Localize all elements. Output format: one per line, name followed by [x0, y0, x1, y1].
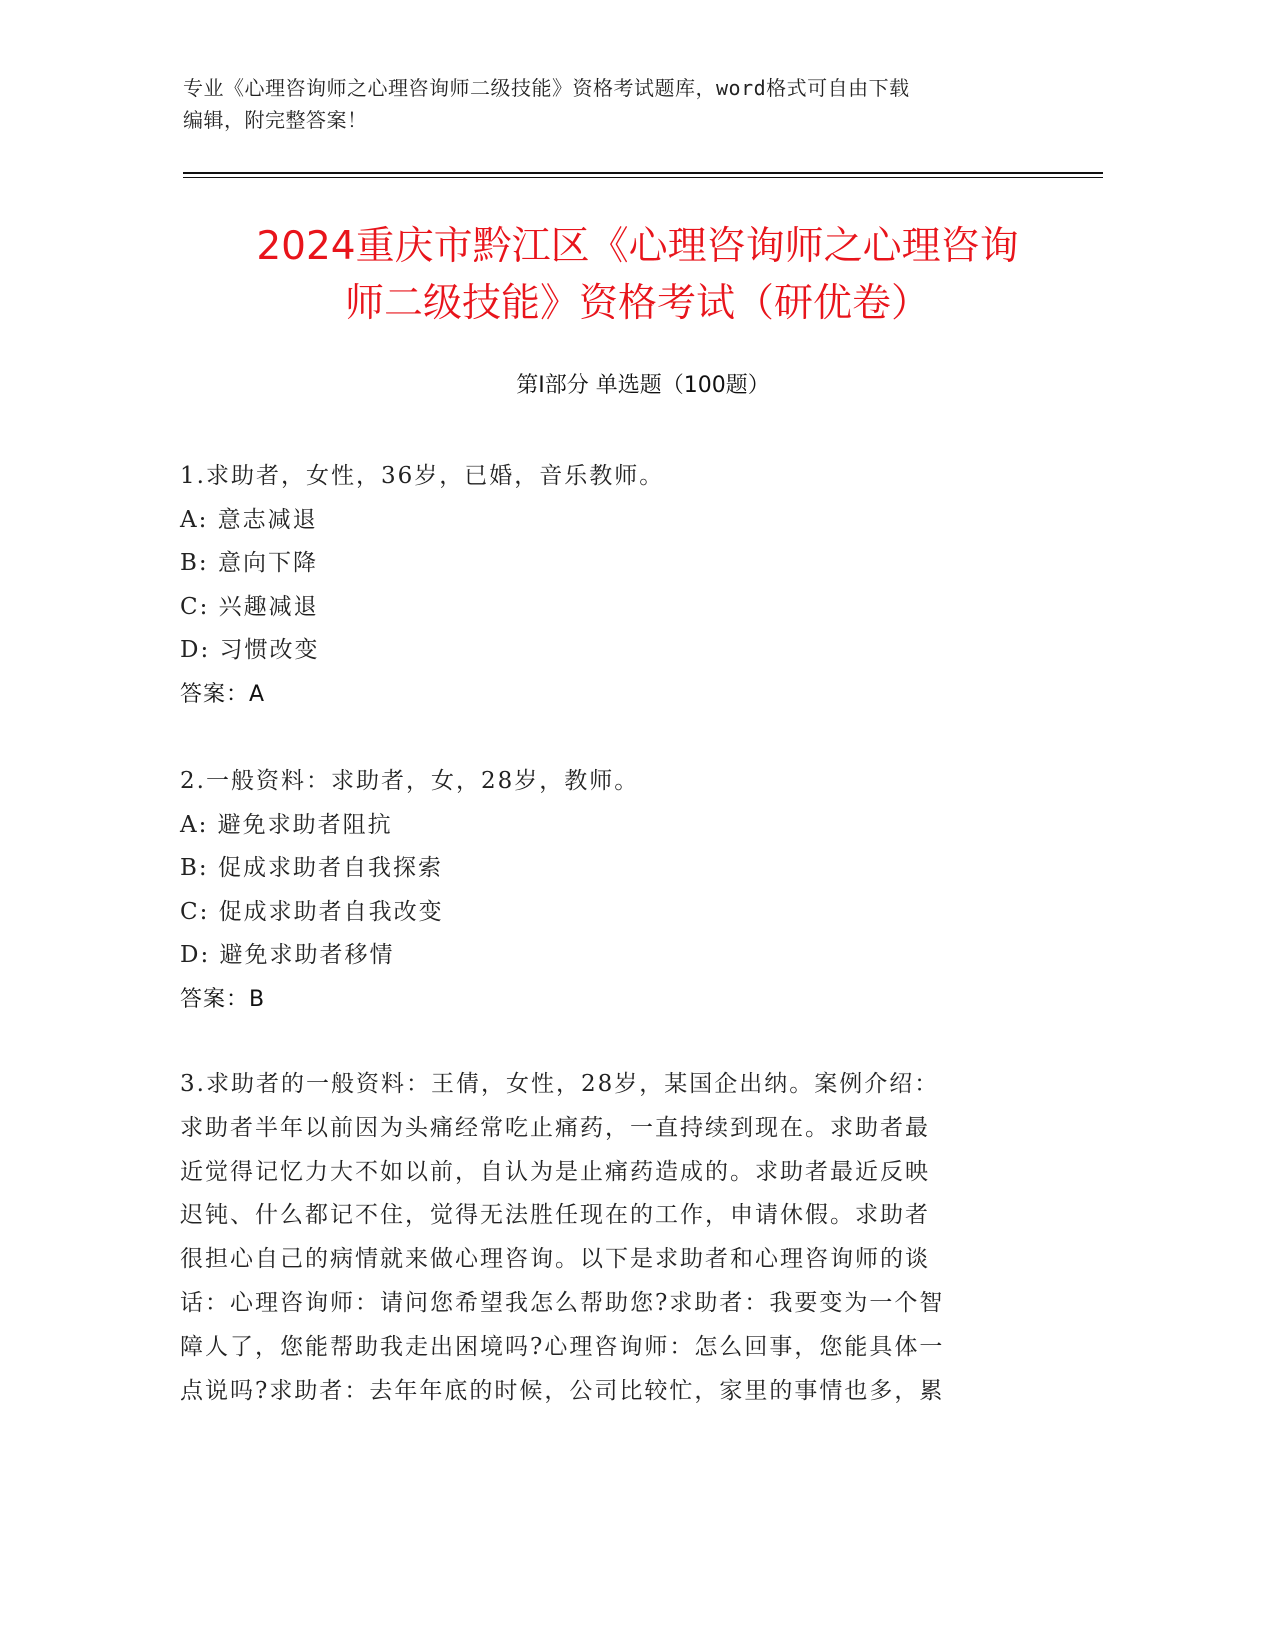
question-3-line-7: 障人了，您能帮助我走出困境吗?心理咨询师：怎么回事，您能具体一: [180, 1333, 945, 1360]
question-3: [180, 1063, 1040, 1413]
question-2-option-c: C: 促成求助者自我改变: [180, 898, 444, 925]
question-2: [180, 760, 1040, 1021]
question-2-stem: 2.一般资料：求助者，女，28岁，教师。: [180, 768, 640, 794]
question-2-option-b: B: 促成求助者自我探索: [180, 855, 443, 881]
question-1-option-d: D: 习惯改变: [180, 637, 320, 663]
question-1-stem: 1.求助者，女性，36岁，已婚，音乐教师。: [180, 463, 665, 489]
document-title-line-1: 2024重庆市黔江区《心理咨询师之心理咨询: [256, 224, 1019, 269]
question-2-option-a: A: 避免求助者阻抗: [180, 811, 393, 838]
header-note-line-2: 编辑，附完整答案！: [183, 108, 368, 132]
document-title: [150, 218, 1125, 332]
question-3-line-8: 点说吗?求助者：去年年底的时候，公司比较忙，家里的事情也多，累: [180, 1377, 945, 1404]
question-3-line-1: 3.求助者的一般资料：王倩，女性，28岁，某国企出纳。案例介绍：: [180, 1071, 940, 1097]
header-rule-thick: [183, 172, 1103, 174]
section-heading: 第Ⅰ部分 单选题（100题）: [516, 373, 770, 398]
question-2-option-d: D: 避免求助者移情: [180, 942, 395, 968]
question-1: [180, 455, 1040, 716]
question-3-line-3: 近觉得记忆力大不如以前，自认为是止痛药造成的。求助者最近反映: [180, 1158, 930, 1185]
header-rule-thin: [183, 177, 1103, 178]
document-title-line-2: 师二级技能》资格考试（研优卷）: [344, 281, 930, 326]
question-2-answer: 答案：B: [180, 986, 266, 1012]
question-1-option-a: A: 意志减退: [180, 506, 318, 533]
question-3-line-4: 迟钝、什么都记不住，觉得无法胜任现在的工作，申请休假。求助者: [180, 1202, 930, 1229]
question-1-option-c: C: 兴趣减退: [180, 593, 319, 620]
header-note-line-1: 专业《心理咨询师之心理咨询师二级技能》资格考试题库，word格式可自由下载: [183, 76, 910, 100]
question-3-line-2: 求助者半年以前因为头痛经常吃止痛药，一直持续到现在。求助者最: [180, 1114, 930, 1141]
question-3-line-5: 很担心自己的病情就来做心理咨询。以下是求助者和心理咨询师的谈: [180, 1246, 930, 1273]
question-3-line-6: 话：心理咨询师：请问您希望我怎么帮助您?求助者：我要变为一个智: [180, 1289, 945, 1316]
question-1-option-b: B: 意向下降: [180, 550, 318, 576]
header-note: [183, 72, 1063, 136]
question-1-answer: 答案：A: [180, 681, 266, 707]
